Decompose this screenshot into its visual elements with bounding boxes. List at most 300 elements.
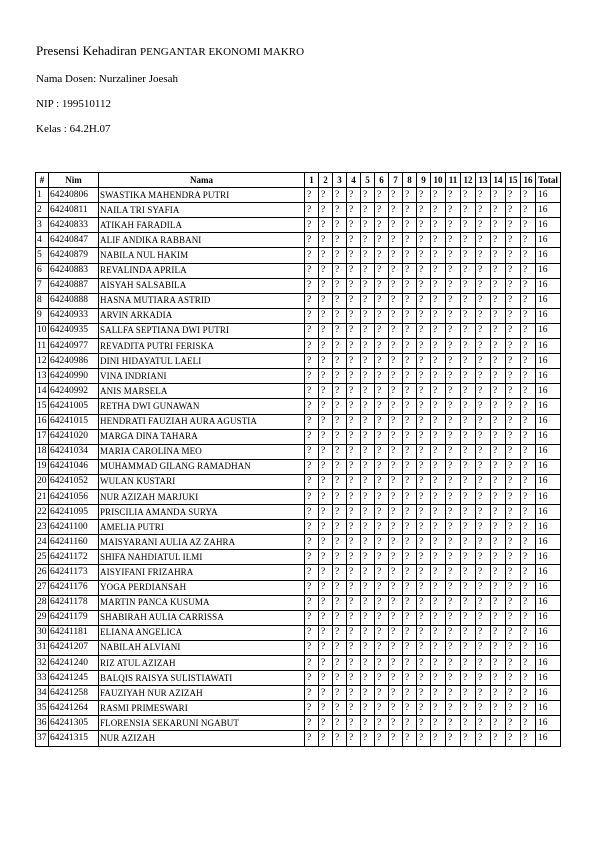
attendance-mark: ? [521,248,536,263]
attendance-mark: ? [446,354,461,369]
attendance-mark: ? [521,414,536,429]
table-row [36,188,561,203]
attendance-mark: ? [319,731,333,746]
attendance-mark: ? [333,505,347,520]
attendance-mark: ? [431,339,446,354]
attendance-mark: ? [506,248,521,263]
attendance-mark: ? [347,339,361,354]
attendance-mark: ? [506,369,521,384]
attendance-mark: ? [305,686,319,701]
title-main: Presensi Kehadiran [36,43,137,58]
attendance-mark: ? [347,233,361,248]
attendance-mark: ? [461,263,476,278]
attendance-mark: ? [333,414,347,429]
column-header: 11 [446,173,461,188]
attendance-mark: ? [403,414,417,429]
row-number: 19 [36,459,49,474]
attendance-mark: ? [347,188,361,203]
attendance-mark: ? [305,459,319,474]
attendance-mark: ? [403,625,417,640]
attendance-mark: ? [521,701,536,716]
attendance-mark: ? [476,278,491,293]
attendance-mark: ? [491,384,506,399]
attendance-mark: ? [461,459,476,474]
table-row [36,505,561,520]
attendance-mark: ? [431,218,446,233]
attendance-mark: ? [305,595,319,610]
student-nim: 64241315 [49,731,99,746]
attendance-mark: ? [431,414,446,429]
attendance-mark: ? [461,414,476,429]
attendance-mark: ? [476,565,491,580]
attendance-mark: ? [347,489,361,504]
attendance-mark: ? [417,505,431,520]
attendance-mark: ? [319,323,333,338]
attendance-mark: ? [476,429,491,444]
attendance-mark: ? [491,339,506,354]
attendance-mark: ? [417,444,431,459]
attendance-mark: ? [521,308,536,323]
attendance-mark: ? [375,369,389,384]
attendance-mark: ? [476,218,491,233]
student-name: MAISYARANI AULIA AZ ZAHRA [99,535,305,550]
attendance-total: 16 [536,384,561,399]
attendance-mark: ? [305,369,319,384]
attendance-mark: ? [305,188,319,203]
student-nim: 64241005 [49,399,99,414]
attendance-mark: ? [417,535,431,550]
attendance-mark: ? [389,399,403,414]
attendance-mark: ? [461,369,476,384]
attendance-mark: ? [319,414,333,429]
student-nim: 64241176 [49,580,99,595]
attendance-mark: ? [319,429,333,444]
row-number: 32 [36,656,49,671]
attendance-mark: ? [403,263,417,278]
attendance-mark: ? [389,580,403,595]
attendance-mark: ? [446,625,461,640]
attendance-mark: ? [521,369,536,384]
attendance-mark: ? [347,535,361,550]
attendance-mark: ? [375,595,389,610]
column-header: 4 [347,173,361,188]
attendance-mark: ? [305,323,319,338]
attendance-mark: ? [333,671,347,686]
student-name: AMELIA PUTRI [99,520,305,535]
student-name: SALLFA SEPTIANA DWI PUTRI [99,323,305,338]
attendance-mark: ? [347,354,361,369]
attendance-mark: ? [446,369,461,384]
student-nim: 64241056 [49,489,99,504]
student-name: BALQIS RAISYA SULISTIAWATI [99,671,305,686]
table-row [36,233,561,248]
attendance-mark: ? [347,278,361,293]
attendance-mark: ? [417,263,431,278]
attendance-mark: ? [403,580,417,595]
attendance-mark: ? [305,505,319,520]
attendance-mark: ? [389,444,403,459]
row-number: 5 [36,248,49,263]
attendance-mark: ? [446,308,461,323]
attendance-mark: ? [461,399,476,414]
attendance-mark: ? [389,384,403,399]
attendance-mark: ? [347,203,361,218]
table-row [36,565,561,580]
attendance-mark: ? [389,535,403,550]
student-name: RETHA DWI GUNAWAN [99,399,305,414]
attendance-mark: ? [491,535,506,550]
attendance-total: 16 [536,233,561,248]
attendance-mark: ? [431,489,446,504]
attendance-mark: ? [491,369,506,384]
attendance-mark: ? [417,671,431,686]
attendance-mark: ? [461,550,476,565]
attendance-mark: ? [375,610,389,625]
attendance-mark: ? [461,474,476,489]
attendance-mark: ? [375,505,389,520]
attendance-mark: ? [389,323,403,338]
attendance-mark: ? [375,429,389,444]
attendance-mark: ? [361,188,375,203]
student-name: ARVIN ARKADIA [99,308,305,323]
student-name: AISYIFANI FRIZAHRA [99,565,305,580]
attendance-mark: ? [403,459,417,474]
attendance-mark: ? [403,656,417,671]
column-header: 5 [361,173,375,188]
attendance-mark: ? [347,686,361,701]
page-title [36,43,304,59]
row-number: 22 [36,505,49,520]
attendance-mark: ? [375,640,389,655]
attendance-total: 16 [536,399,561,414]
attendance-total: 16 [536,459,561,474]
attendance-mark: ? [521,459,536,474]
attendance-mark: ? [403,203,417,218]
attendance-mark: ? [417,625,431,640]
attendance-mark: ? [461,716,476,731]
attendance-mark: ? [446,188,461,203]
attendance-mark: ? [389,520,403,535]
row-number: 8 [36,293,49,308]
attendance-mark: ? [305,640,319,655]
attendance-mark: ? [446,399,461,414]
attendance-mark: ? [361,308,375,323]
attendance-total: 16 [536,414,561,429]
attendance-mark: ? [446,489,461,504]
attendance-mark: ? [403,550,417,565]
attendance-mark: ? [476,701,491,716]
attendance-mark: ? [347,263,361,278]
attendance-mark: ? [506,474,521,489]
attendance-mark: ? [375,218,389,233]
table-row [36,625,561,640]
table-row [36,384,561,399]
row-number: 12 [36,354,49,369]
attendance-mark: ? [305,520,319,535]
attendance-mark: ? [319,656,333,671]
attendance-mark: ? [361,671,375,686]
attendance-mark: ? [431,323,446,338]
attendance-mark: ? [521,580,536,595]
attendance-mark: ? [446,459,461,474]
attendance-mark: ? [403,474,417,489]
attendance-total: 16 [536,339,561,354]
attendance-mark: ? [476,293,491,308]
attendance-total: 16 [536,671,561,686]
attendance-mark: ? [446,520,461,535]
attendance-mark: ? [431,731,446,746]
column-header: 14 [491,173,506,188]
attendance-mark: ? [476,459,491,474]
attendance-mark: ? [347,218,361,233]
attendance-mark: ? [403,323,417,338]
attendance-mark: ? [506,580,521,595]
attendance-mark: ? [305,218,319,233]
row-number: 30 [36,625,49,640]
attendance-mark: ? [431,550,446,565]
table-row [36,656,561,671]
attendance-mark: ? [521,399,536,414]
attendance-mark: ? [491,701,506,716]
attendance-mark: ? [403,505,417,520]
attendance-mark: ? [491,625,506,640]
attendance-mark: ? [446,278,461,293]
attendance-total: 16 [536,354,561,369]
attendance-mark: ? [476,595,491,610]
attendance-mark: ? [347,414,361,429]
attendance-mark: ? [521,489,536,504]
attendance-mark: ? [476,550,491,565]
attendance-mark: ? [446,414,461,429]
table-row [36,550,561,565]
row-number: 7 [36,278,49,293]
attendance-mark: ? [446,716,461,731]
attendance-mark: ? [389,640,403,655]
attendance-total: 16 [536,293,561,308]
student-nim: 64241173 [49,565,99,580]
attendance-total: 16 [536,580,561,595]
attendance-mark: ? [389,474,403,489]
attendance-mark: ? [403,520,417,535]
attendance-mark: ? [319,610,333,625]
attendance-mark: ? [361,323,375,338]
table-row [36,701,561,716]
attendance-mark: ? [461,308,476,323]
attendance-mark: ? [389,565,403,580]
attendance-mark: ? [361,505,375,520]
attendance-total: 16 [536,444,561,459]
attendance-mark: ? [333,550,347,565]
attendance-mark: ? [319,550,333,565]
student-nim: 64241034 [49,444,99,459]
row-number: 20 [36,474,49,489]
row-number: 34 [36,686,49,701]
attendance-mark: ? [389,369,403,384]
attendance-mark: ? [319,459,333,474]
attendance-mark: ? [506,520,521,535]
attendance-mark: ? [361,731,375,746]
attendance-mark: ? [333,369,347,384]
attendance-mark: ? [361,384,375,399]
attendance-mark: ? [461,640,476,655]
attendance-mark: ? [417,520,431,535]
attendance-mark: ? [361,444,375,459]
attendance-mark: ? [375,354,389,369]
attendance-mark: ? [403,339,417,354]
student-name: SHIFA NAHDIATUL ILMI [99,550,305,565]
table-row [36,293,561,308]
attendance-mark: ? [389,188,403,203]
attendance-mark: ? [521,625,536,640]
attendance-mark: ? [319,293,333,308]
attendance-total: 16 [536,188,561,203]
attendance-mark: ? [506,323,521,338]
attendance-mark: ? [431,610,446,625]
column-header: 2 [319,173,333,188]
student-nim: 64240833 [49,218,99,233]
attendance-mark: ? [491,459,506,474]
attendance-mark: ? [319,565,333,580]
attendance-mark: ? [333,656,347,671]
attendance-total: 16 [536,520,561,535]
column-header: 7 [389,173,403,188]
attendance-mark: ? [461,731,476,746]
attendance-mark: ? [491,188,506,203]
attendance-mark: ? [506,716,521,731]
attendance-mark: ? [375,686,389,701]
attendance-total: 16 [536,489,561,504]
class-code: Kelas : 64.2H.07 [36,123,111,135]
attendance-mark: ? [446,203,461,218]
table-row [36,595,561,610]
attendance-mark: ? [461,203,476,218]
attendance-mark: ? [446,671,461,686]
attendance-mark: ? [333,701,347,716]
student-nim: 64241095 [49,505,99,520]
attendance-mark: ? [333,339,347,354]
attendance-total: 16 [536,474,561,489]
row-number: 9 [36,308,49,323]
attendance-mark: ? [417,323,431,338]
row-number: 13 [36,369,49,384]
attendance-mark: ? [476,233,491,248]
attendance-mark: ? [333,278,347,293]
attendance-total: 16 [536,595,561,610]
attendance-mark: ? [319,520,333,535]
attendance-mark: ? [319,701,333,716]
attendance-mark: ? [431,640,446,655]
attendance-mark: ? [389,218,403,233]
attendance-mark: ? [347,610,361,625]
attendance-mark: ? [506,278,521,293]
attendance-mark: ? [476,640,491,655]
attendance-mark: ? [333,233,347,248]
attendance-mark: ? [389,248,403,263]
student-name: FLORENSIA SEKARUNI NGABUT [99,716,305,731]
attendance-mark: ? [491,550,506,565]
attendance-mark: ? [305,429,319,444]
attendance-mark: ? [476,671,491,686]
student-name: REVALINDA APRILA [99,263,305,278]
attendance-mark: ? [521,354,536,369]
attendance-mark: ? [361,233,375,248]
attendance-mark: ? [333,640,347,655]
attendance-mark: ? [375,384,389,399]
attendance-mark: ? [476,308,491,323]
student-nim: 64241100 [49,520,99,535]
attendance-mark: ? [305,716,319,731]
row-number: 6 [36,263,49,278]
row-number: 36 [36,716,49,731]
attendance-mark: ? [431,248,446,263]
attendance-mark: ? [461,293,476,308]
attendance-mark: ? [461,429,476,444]
attendance-mark: ? [431,595,446,610]
attendance-mark: ? [319,716,333,731]
column-header: 6 [375,173,389,188]
column-header: 10 [431,173,446,188]
attendance-mark: ? [521,444,536,459]
attendance-mark: ? [431,580,446,595]
attendance-mark: ? [333,308,347,323]
attendance-mark: ? [305,580,319,595]
attendance-mark: ? [389,610,403,625]
row-number: 29 [36,610,49,625]
attendance-mark: ? [305,399,319,414]
attendance-mark: ? [375,580,389,595]
row-number: 18 [36,444,49,459]
attendance-mark: ? [305,444,319,459]
student-nim: 64240888 [49,293,99,308]
row-number: 3 [36,218,49,233]
attendance-mark: ? [521,686,536,701]
attendance-mark: ? [403,565,417,580]
attendance-mark: ? [476,656,491,671]
attendance-mark: ? [431,701,446,716]
student-nim: 64240811 [49,203,99,218]
student-nim: 64240883 [49,263,99,278]
attendance-mark: ? [389,671,403,686]
attendance-mark: ? [361,610,375,625]
attendance-mark: ? [305,233,319,248]
attendance-mark: ? [347,429,361,444]
attendance-mark: ? [319,580,333,595]
student-nim: 64240990 [49,369,99,384]
table-row [36,429,561,444]
attendance-mark: ? [491,248,506,263]
attendance-mark: ? [417,610,431,625]
attendance-mark: ? [375,520,389,535]
attendance-mark: ? [403,686,417,701]
attendance-mark: ? [305,610,319,625]
attendance-mark: ? [417,278,431,293]
student-name: NAILA TRI SYAFIA [99,203,305,218]
attendance-mark: ? [491,233,506,248]
attendance-mark: ? [403,595,417,610]
attendance-mark: ? [491,429,506,444]
attendance-mark: ? [403,444,417,459]
attendance-mark: ? [319,625,333,640]
attendance-mark: ? [491,505,506,520]
attendance-mark: ? [476,263,491,278]
student-name: MARGA DINA TAHARA [99,429,305,444]
attendance-mark: ? [333,354,347,369]
attendance-mark: ? [333,218,347,233]
attendance-mark: ? [347,369,361,384]
attendance-mark: ? [491,580,506,595]
column-header: 13 [476,173,491,188]
attendance-mark: ? [403,278,417,293]
